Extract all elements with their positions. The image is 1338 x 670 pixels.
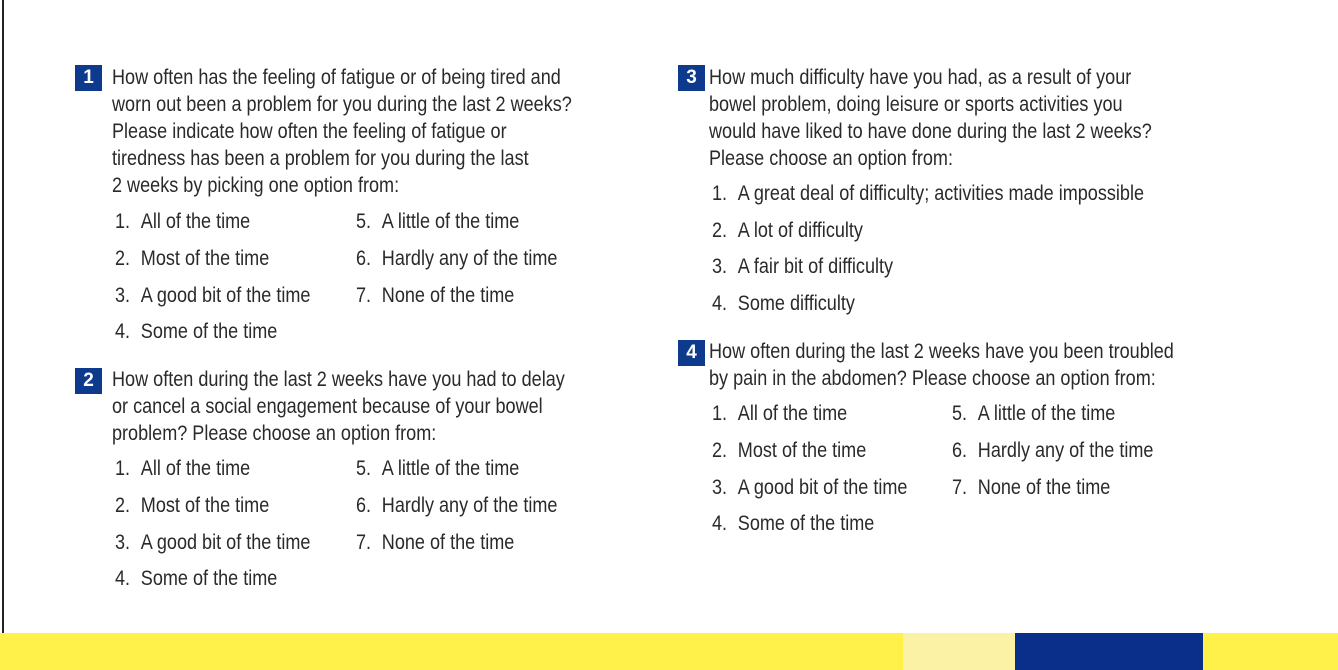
answer-option: [356, 284, 514, 308]
option-number: 4.: [712, 512, 728, 535]
question-text-line: bowel problem, doing leisure or sports activities you: [709, 93, 1123, 116]
footer-bar-yellow: [0, 633, 903, 670]
question-text-line: by pain in the abdomen? Please choose an option from:: [709, 367, 1156, 390]
answer-option: [356, 210, 519, 234]
option-number: 7.: [356, 531, 372, 554]
option-label: A good bit of the time: [140, 531, 311, 554]
answer-option: [115, 494, 269, 518]
answer-option: [712, 439, 866, 463]
option-number: 1.: [115, 457, 131, 480]
option-label: A little of the time: [381, 210, 520, 233]
question-number-badge: 4: [678, 340, 705, 366]
answer-option: [115, 457, 250, 481]
option-label: None of the time: [381, 284, 515, 307]
option-number: 3.: [712, 255, 728, 278]
option-label: Some difficulty: [737, 292, 855, 315]
answer-option: [356, 457, 519, 481]
option-label: A great deal of difficulty; activities made impossible: [737, 182, 1145, 205]
option-number: 7.: [356, 284, 372, 307]
option-label: All of the time: [140, 457, 251, 480]
option-number: 6.: [356, 247, 372, 270]
option-label: A good bit of the time: [140, 284, 311, 307]
answer-option: [356, 531, 514, 555]
option-label: None of the time: [977, 476, 1111, 499]
question-text: [709, 338, 1174, 392]
option-label: Most of the time: [140, 247, 270, 270]
option-label: Most of the time: [737, 439, 867, 462]
question-text: [112, 366, 565, 447]
option-number: 1.: [712, 182, 728, 205]
option-label: Some of the time: [140, 567, 278, 590]
answer-option: [712, 476, 907, 500]
answer-option: [712, 255, 893, 279]
option-number: 6.: [356, 494, 372, 517]
answer-option: [115, 284, 310, 308]
answer-option: [952, 439, 1153, 463]
option-label: All of the time: [737, 402, 848, 425]
answer-option: [712, 512, 874, 536]
question-text-line: How often during the last 2 weeks have you been troubled: [709, 340, 1174, 363]
option-label: A good bit of the time: [737, 476, 908, 499]
question-text-line: How often has the feeling of fatigue or of being tired and: [112, 66, 561, 89]
option-number: 4.: [115, 567, 131, 590]
question-text: [112, 64, 572, 199]
option-label: Hardly any of the time: [381, 494, 558, 517]
option-number: 2.: [712, 439, 728, 462]
option-number: 5.: [356, 210, 372, 233]
question-text: [709, 64, 1152, 172]
answer-option: [115, 247, 269, 271]
option-number: 1.: [712, 402, 728, 425]
option-number: 3.: [115, 531, 131, 554]
option-label: A little of the time: [381, 457, 520, 480]
question-text-line: Please indicate how often the feeling of fatigue or: [112, 120, 507, 143]
question-text-line: would have liked to have done during the last 2 weeks?: [709, 120, 1152, 143]
option-number: 2.: [115, 494, 131, 517]
answer-option: [712, 219, 863, 243]
answer-option: [115, 210, 250, 234]
option-label: None of the time: [381, 531, 515, 554]
question-text-line: How often during the last 2 weeks have you had to delay: [112, 368, 565, 391]
option-number: 4.: [115, 320, 131, 343]
option-label: Some of the time: [140, 320, 278, 343]
answer-option: [952, 402, 1115, 426]
question-number-badge: 3: [678, 65, 705, 91]
option-label: Hardly any of the time: [381, 247, 558, 270]
question-text-line: problem? Please choose an option from:: [112, 422, 437, 445]
option-label: A fair bit of difficulty: [737, 255, 894, 278]
answer-option: [356, 494, 557, 518]
question-text-line: tiredness has been a problem for you during the last: [112, 147, 529, 170]
option-number: 1.: [115, 210, 131, 233]
question-text-line: 2 weeks by picking one option from:: [112, 174, 400, 197]
option-label: A lot of difficulty: [737, 219, 863, 242]
option-label: Hardly any of the time: [977, 439, 1154, 462]
option-label: All of the time: [140, 210, 251, 233]
option-label: Some of the time: [737, 512, 875, 535]
question-text-line: or cancel a social engagement because of your bowel: [112, 395, 543, 418]
answer-option: [952, 476, 1110, 500]
question-text-line: Please choose an option from:: [709, 147, 953, 170]
footer-bar-yellow-right: [1203, 633, 1338, 670]
answer-option: [712, 402, 847, 426]
question-text-line: How much difficulty have you had, as a result of your: [709, 66, 1132, 89]
option-number: 5.: [952, 402, 968, 425]
answer-option: [115, 531, 310, 555]
footer-bar-pale: [903, 633, 1015, 670]
answer-option: [115, 567, 277, 591]
answer-option: [115, 320, 277, 344]
question-number-badge: 2: [75, 368, 102, 394]
option-label: Most of the time: [140, 494, 270, 517]
footer-bar-blue: [1015, 633, 1203, 670]
answer-option: [356, 247, 557, 271]
question-text-line: worn out been a problem for you during the last 2 weeks?: [112, 93, 572, 116]
option-number: 2.: [115, 247, 131, 270]
option-number: 3.: [115, 284, 131, 307]
answer-option: [712, 182, 1144, 206]
answer-option: [712, 292, 855, 316]
question-number-badge: 1: [75, 65, 102, 91]
option-number: 5.: [356, 457, 372, 480]
option-number: 2.: [712, 219, 728, 242]
option-number: 4.: [712, 292, 728, 315]
option-number: 6.: [952, 439, 968, 462]
option-number: 7.: [952, 476, 968, 499]
option-label: A little of the time: [977, 402, 1116, 425]
option-number: 3.: [712, 476, 728, 499]
page-edge: [2, 0, 4, 670]
